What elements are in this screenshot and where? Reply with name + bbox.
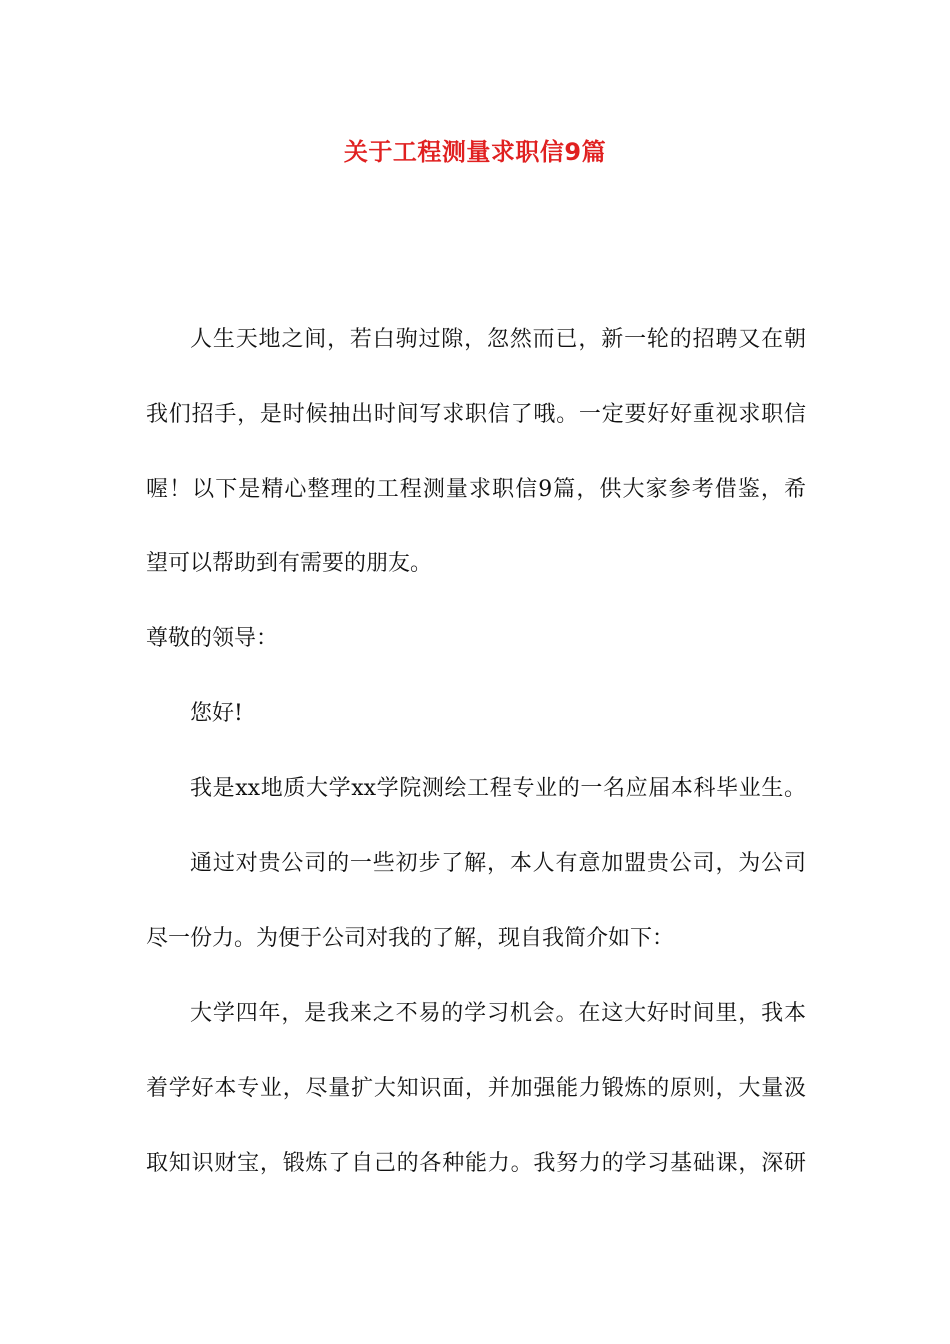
greeting: 您好!: [190, 701, 243, 726]
salutation: 尊敬的领导：: [146, 626, 279, 651]
text-line: 喔！以下是精心整理的工程测量求职信9篇，供大家参考借鉴，希: [146, 477, 806, 502]
text-line: 我是xx地质大学xx学院测绘工程专业的一名应届本科毕业生。: [190, 776, 806, 801]
text-line: 着学好本专业，尽量扩大知识面，并加强能力锻炼的原则，大量汲: [146, 1076, 806, 1101]
text-line: 大学四年，是我来之不易的学习机会。在这大好时间里，我本: [190, 1001, 806, 1026]
text-line: 人生天地之间，若白驹过隙，忽然而已，新一轮的招聘又在朝: [190, 327, 806, 352]
text-line: 取知识财宝，锻炼了自己的各种能力。我努力的学习基础课，深研: [146, 1151, 806, 1176]
text-line: 望可以帮助到有需要的朋友。: [146, 551, 433, 576]
document-title: 关于工程测量求职信9篇: [343, 138, 607, 166]
text-line: 我们招手，是时候抽出时间写求职信了哦。一定要好好重视求职信: [146, 402, 806, 427]
text-line: 通过对贵公司的一些初步了解，本人有意加盟贵公司，为公司: [190, 851, 806, 876]
text-line: 尽一份力。为便于公司对我的了解，现自我简介如下：: [146, 926, 675, 951]
